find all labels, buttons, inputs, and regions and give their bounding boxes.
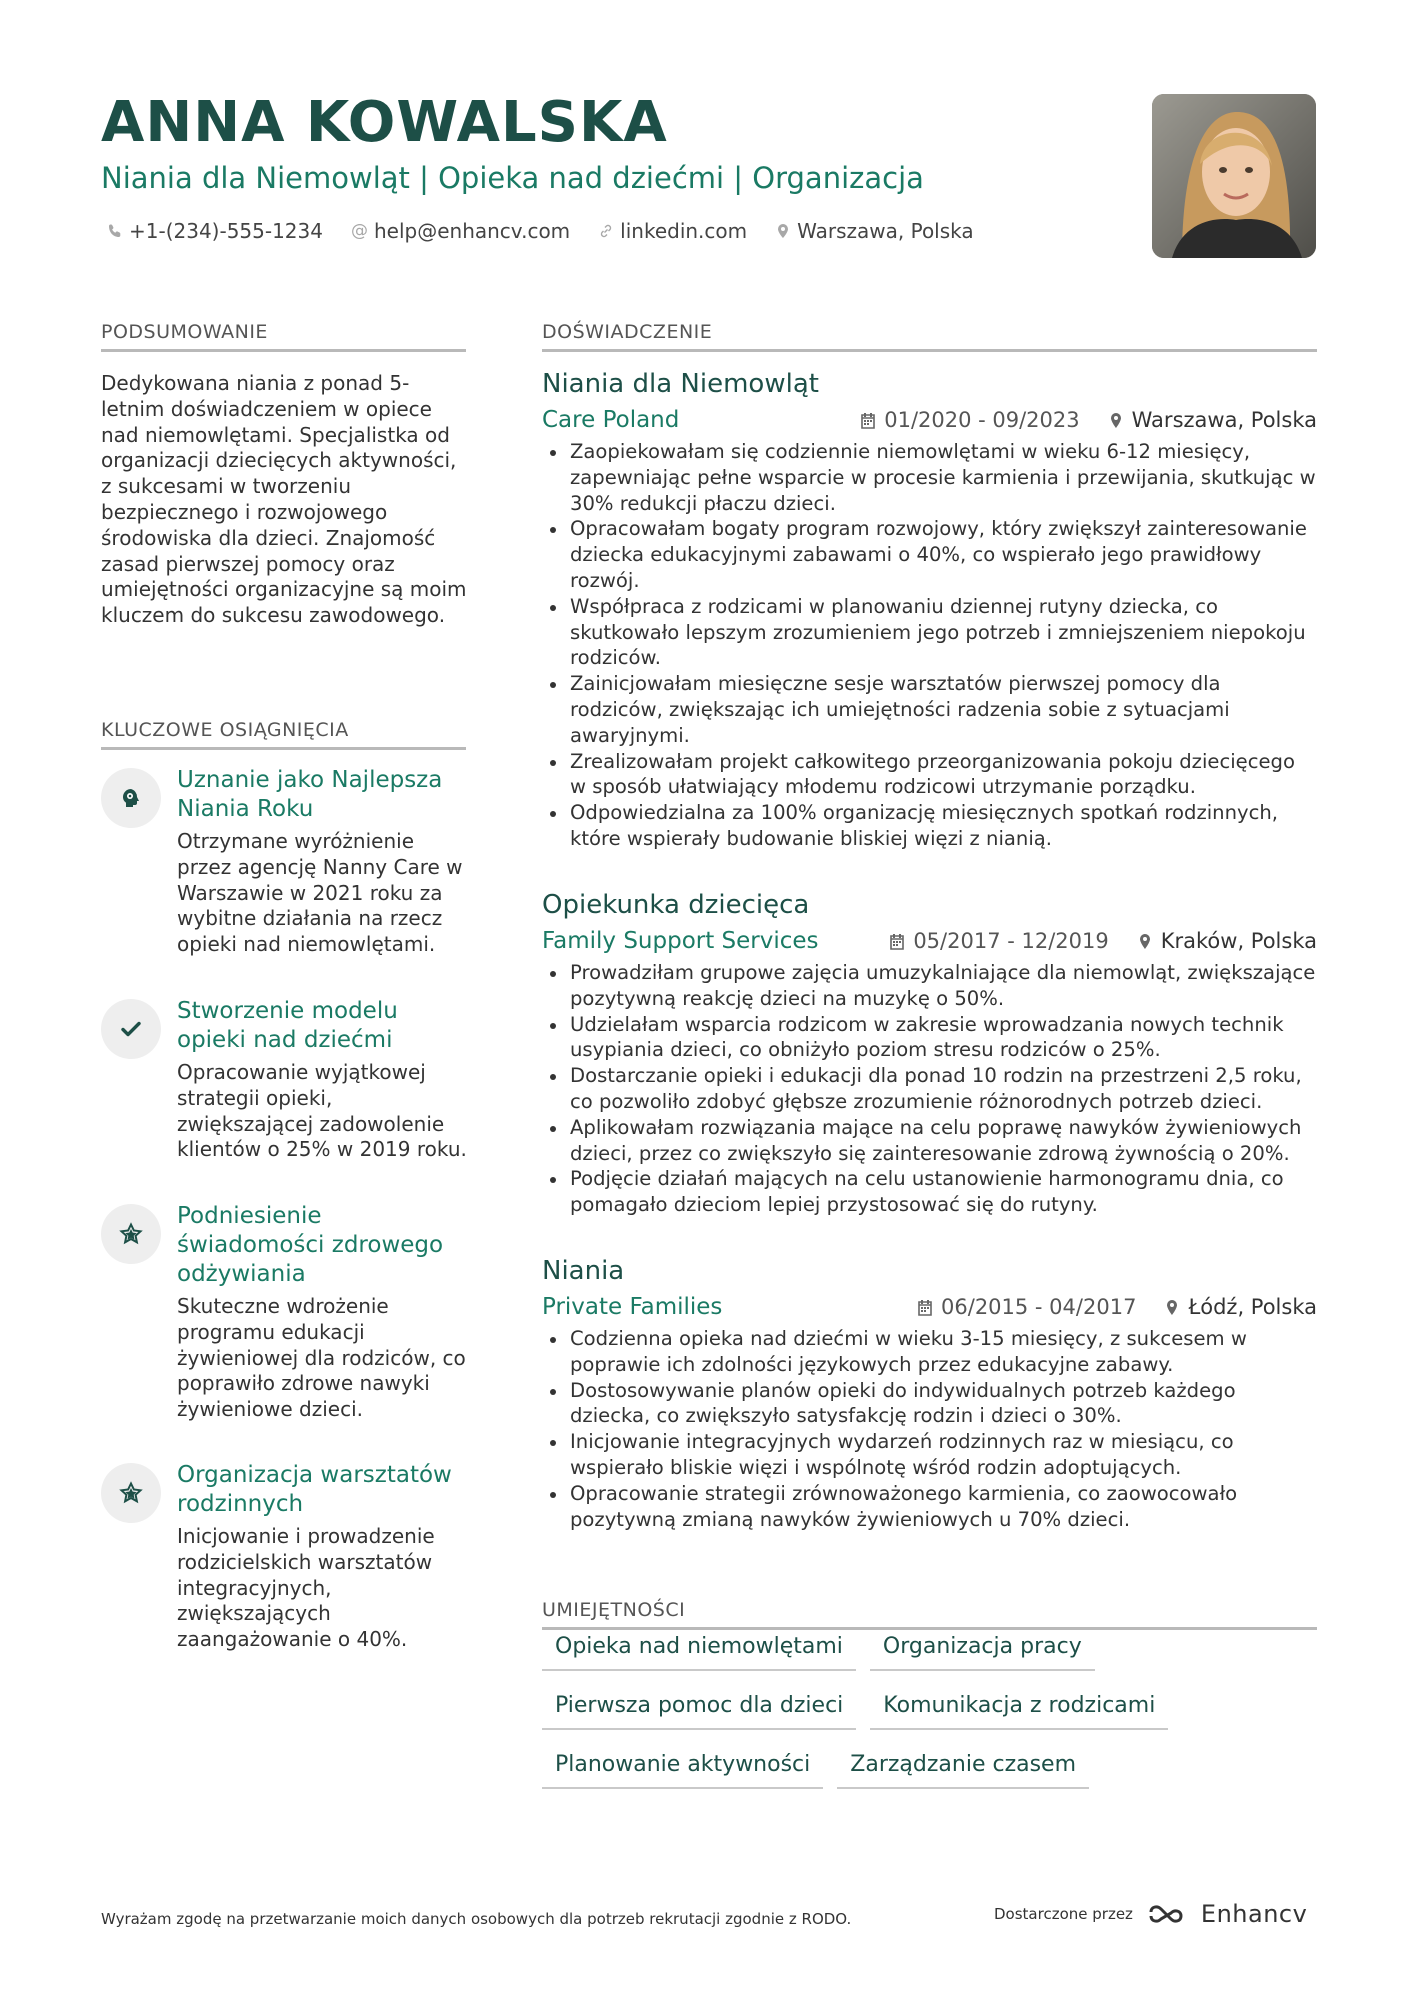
achievement-badge — [101, 999, 161, 1059]
job-bullet: Prowadziłam grupowe zajęcia umuzykalniające dla niemowląt, zwiększające pozytywną reakcję dzieci na muzykę o 50%. — [570, 961, 1316, 1010]
contact-email[interactable] — [351, 219, 570, 243]
head-icon — [119, 786, 143, 810]
achievement-badge — [101, 1463, 161, 1523]
job-bullets — [542, 439, 1317, 852]
skills-row — [542, 1693, 1317, 1730]
job-meta — [542, 405, 1317, 435]
experience-entry — [542, 367, 1317, 852]
contact-location-text: Warszawa, Polska — [797, 219, 974, 243]
job-bullet: Codzienna opieka nad dziećmi w wieku 3-15 miesięcy, z sukcesem w poprawie ich zdolności językowych przez edukacyjne zabawy. — [570, 1326, 1317, 1378]
star-icon — [119, 1222, 143, 1246]
job-bullet: Dostarczanie opieki i edukacji dla ponad 10 rodzin na przestrzeni 2,5 roku, co pozwoliło zdobyć głębsze zrozumienie różnorodnych potrzeb dzieci. — [570, 1063, 1317, 1115]
achievement-title: Uznanie jako Najlepsza Niania Roku — [177, 767, 443, 822]
job-bullet: Zaopiekowałam się codziennie niemowlętami w wieku 6-12 miesięcy, zapewniając pełne wsparcie w procesie karmienia i przewijania, skutkując w 30% redukcji płaczu dzieci. — [570, 440, 1316, 515]
job-company: Private Families — [542, 1294, 723, 1320]
experience-entry — [542, 1254, 1317, 1532]
contact-linkedin-text: linkedin.com — [620, 219, 748, 243]
contact-phone-text: +1-(234)-555-1234 — [129, 219, 323, 243]
skills-section-title: UMIEJĘTNOŚCI — [542, 1599, 1317, 1630]
enhancv-logo-icon — [1143, 1902, 1191, 1926]
job-company: Family Support Services — [542, 928, 819, 954]
achievement-desc: Opracowanie wyjątkowej strategii opieki, zwiększającej zadowolenie klientów o 25% w 2019 roku. — [177, 1060, 467, 1162]
job-meta — [542, 926, 1317, 956]
job-bullets — [542, 960, 1317, 1218]
candidate-name: ANNA KOWALSKA — [101, 90, 668, 155]
skill-tag: Zarządzanie czasem — [837, 1752, 1089, 1789]
link-icon — [598, 223, 614, 239]
job-dates-text: 01/2020 - 09/2023 — [884, 408, 1080, 432]
check-icon — [119, 1017, 143, 1041]
contact-location — [775, 219, 974, 243]
achievement-item — [101, 997, 471, 1163]
gdpr-consent: Wyrażam zgodę na przetwarzanie moich danych osobowych dla potrzeb rekrutacji zgodnie z RODO. — [101, 1910, 852, 1928]
profile-photo — [1152, 94, 1316, 258]
job-bullet: Opracowanie strategii zrównoważonego karmienia, co zaowocowało pozytywną zmianą nawyków żywieniowych u 70% dzieci. — [570, 1481, 1317, 1533]
star-icon — [119, 1481, 143, 1505]
job-company: Care Poland — [542, 407, 680, 433]
job-location — [1108, 408, 1317, 432]
contact-email-text: help@enhancv.com — [373, 219, 571, 243]
job-bullets — [542, 1326, 1317, 1532]
achievement-desc: Otrzymane wyróżnienie przez agencję Nanny Care w Warszawie w 2021 roku za wybitne działania na rzecz opieki nad niemowlętami. — [177, 829, 463, 957]
job-location-text: Warszawa, Polska — [1131, 408, 1317, 432]
job-dates-text: 05/2017 - 12/2019 — [913, 929, 1109, 953]
skills-row — [542, 1752, 1317, 1789]
location-icon — [1108, 412, 1124, 429]
job-location-text: Łódź, Polska — [1188, 1295, 1317, 1319]
job-bullet: Dostosowywanie planów opieki do indywidualnych potrzeb każdego dziecka, co zwiększyło satysfakcję rodzin i dzieci o 30%. — [570, 1378, 1317, 1430]
skills-row — [542, 1634, 1317, 1671]
skill-tag: Organizacja pracy — [870, 1634, 1095, 1671]
achievement-title: Podniesienie świadomości zdrowego odżywiania — [177, 1203, 444, 1287]
job-location — [1137, 929, 1317, 953]
job-bullet: Zrealizowałam projekt całkowitego przeorganizowania pokoju dziecięcego w sposób ułatwiający młodemu rodzicowi utrzymanie porządku. — [570, 749, 1317, 801]
skills-list — [542, 1634, 1317, 1811]
skill-tag: Opieka nad niemowlętami — [542, 1634, 856, 1671]
contact-linkedin[interactable] — [598, 219, 747, 243]
phone-icon — [107, 223, 123, 239]
job-role: Opiekunka dziecięca — [542, 890, 810, 920]
experience-section-title: DOŚWIADCZENIE — [542, 321, 1317, 352]
summary-section-title: PODSUMOWANIE — [101, 321, 466, 352]
at-icon: @ — [350, 221, 368, 241]
achievement-title: Stworzenie modelu opieki nad dziećmi — [177, 998, 398, 1053]
candidate-headline: Niania dla Niemowląt | Opieka nad dziećmi | Organizacja — [101, 161, 924, 195]
job-bullet: Zainicjowałam miesięczne sesje warsztatów pierwszej pomocy dla rodziców, zwiększając ich umiejętności radzenia sobie z sytuacjami awaryjnymi. — [570, 671, 1317, 748]
achievements-section-title: KLUCZOWE OSIĄGNIĘCIA — [101, 719, 466, 750]
job-bullet: Współpraca z rodzicami w planowaniu dziennej rutyny dziecka, co skutkowało lepszym zrozumieniem jego potrzeb i zmniejszeniem niepokoju rodziców. — [570, 594, 1317, 671]
achievement-title: Organizacja warsztatów rodzinnych — [177, 1462, 452, 1517]
calendar-icon — [889, 933, 905, 950]
calendar-icon — [860, 412, 876, 429]
location-icon — [775, 223, 791, 239]
powered-by-label: Dostarczone przez — [994, 1905, 1133, 1923]
job-bullet: Opracowałam bogaty program rozwojowy, który zwiększył zainteresowanie dziecka edukacyjnymi zabawami o 40%, co wspierało jego prawidłowy rozwój. — [570, 516, 1317, 593]
job-bullet: Inicjowanie integracyjnych wydarzeń rodzinnych raz w miesiącu, co wspierało bliskie więzi i wspólnotę wśród rodzin adoptujących. — [570, 1429, 1317, 1481]
contact-bar — [107, 219, 974, 243]
experience-entry — [542, 888, 1317, 1218]
brand-name: Enhancv — [1200, 1900, 1308, 1928]
achievement-item — [101, 1202, 471, 1423]
contact-phone[interactable] — [107, 219, 323, 243]
achievement-item — [101, 1461, 471, 1653]
job-dates — [889, 929, 1108, 953]
job-bullet: Aplikowałam rozwiązania mające na celu poprawę nawyków żywieniowych dzieci, przez co zwiększyło się zainteresowanie zdrową żywnością o 20%. — [570, 1115, 1317, 1167]
job-role: Niania — [542, 1256, 625, 1286]
job-dates — [860, 408, 1079, 432]
location-icon — [1137, 933, 1153, 950]
summary-text: Dedykowana niania z ponad 5-letnim doświadczeniem w opiece nad niemowlętami. Specjalistka od organizacji dziecięcych aktywności, z sukcesami w tworzeniu bezpiecznego i rozwojowego środowiska dla dzieci. Znajomość zasad pierwszej pomocy oraz umiejętności organizacyjne są moim kluczem do sukcesu zawodowego. — [101, 371, 467, 628]
job-dates-text: 06/2015 - 04/2017 — [941, 1295, 1137, 1319]
job-bullet: Odpowiedzialna za 100% organizację miesięcznych spotkań rodzinnych, które wspierały budowanie bliskiej więzi z nianią. — [570, 800, 1317, 852]
job-meta — [542, 1292, 1317, 1322]
achievement-desc: Inicjowanie i prowadzenie rodzicielskich warsztatów integracyjnych, zwiększających zaangażowanie o 40%. — [177, 1524, 435, 1652]
portrait-illustration — [1152, 94, 1316, 258]
job-role: Niania dla Niemowląt — [542, 369, 819, 399]
achievement-badge — [101, 768, 161, 828]
job-location — [1164, 1295, 1317, 1319]
job-bullet: Udzielałam wsparcia rodzicom w zakresie wprowadzania nowych technik usypiania dzieci, co obniżyło poziom stresu rodziców o 25%. — [570, 1012, 1317, 1064]
skill-tag: Planowanie aktywności — [542, 1752, 823, 1789]
powered-by[interactable] — [994, 1900, 1307, 1928]
skill-tag: Pierwsza pomoc dla dzieci — [542, 1693, 856, 1730]
job-location-text: Kraków, Polska — [1160, 929, 1317, 953]
location-icon — [1164, 1299, 1180, 1316]
job-dates — [917, 1295, 1136, 1319]
job-bullet: Podjęcie działań mających na celu ustanowienie harmonogramu dnia, co pomagało dzieciom lepiej przystosować się do rutyny. — [570, 1166, 1317, 1218]
achievement-badge — [101, 1204, 161, 1264]
skill-tag: Komunikacja z rodzicami — [870, 1693, 1168, 1730]
calendar-icon — [917, 1299, 933, 1316]
achievement-desc: Skuteczne wdrożenie programu edukacji żywieniowej dla rodziców, co poprawiło zdrowe nawyki żywieniowe dzieci. — [177, 1294, 466, 1422]
achievement-item — [101, 766, 471, 958]
